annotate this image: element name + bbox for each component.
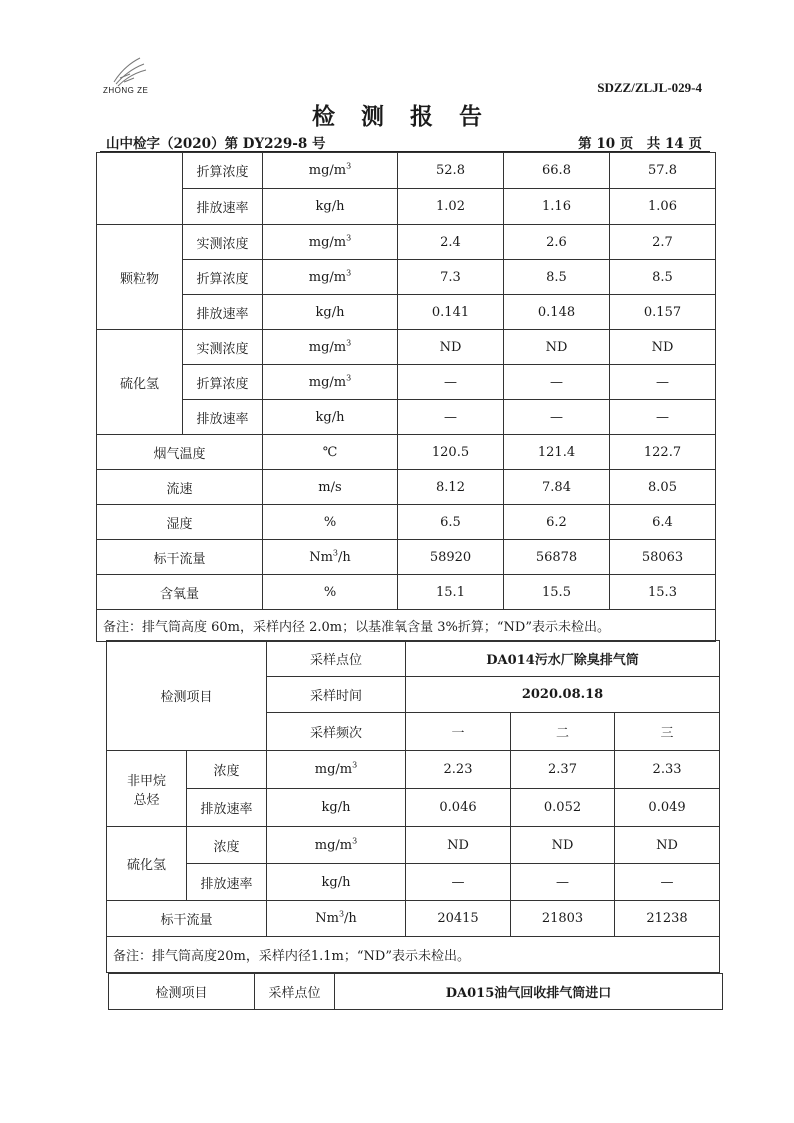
table-row [107,864,720,901]
group-name: 非甲烷总烃 [107,751,187,827]
value-cell: ND [406,827,511,864]
table-row [97,400,716,435]
table-row [97,330,716,365]
table-row [97,540,716,575]
page-title: 检测报告 [312,103,508,130]
item-cell: 实测浓度 [183,330,263,365]
table-row [97,470,716,505]
unit-cell: kg/h [263,295,398,330]
group-cell [97,153,183,225]
group-name: 颗粒物 [97,225,183,330]
freq-value: 一 [406,713,511,751]
item-cell: 流速 [97,470,263,505]
unit-cell: Nm$^3$/h [267,901,406,937]
point-value: DA015油气回收排气筒进口 [335,974,723,1010]
doc-code: SDZZ/ZLJL-029-4 [597,80,702,95]
value-cell: 6.2 [504,505,610,540]
item-cell: 排放速率 [183,189,263,225]
table-row [97,295,716,330]
table-row [107,901,720,937]
value-cell: — [610,365,716,400]
table-row [107,751,720,789]
table-row [97,225,716,260]
value-cell: ND [504,330,610,365]
unit-cell: m/s [263,470,398,505]
value-cell: — [406,864,511,901]
value-cell: 2.4 [398,225,504,260]
table-row [97,575,716,610]
table-row [97,153,716,189]
value-cell: — [398,400,504,435]
item-cell: 排放速率 [183,295,263,330]
table-row [97,365,716,400]
value-cell: — [504,400,610,435]
value-cell: 21803 [511,901,615,937]
value-cell: ND [610,330,716,365]
item-cell: 排放速率 [187,864,267,901]
value-cell: 2.23 [406,751,511,789]
table-row [97,505,716,540]
item-cell: 浓度 [187,751,267,789]
unit-cell: kg/h [267,789,406,827]
value-cell: 58920 [398,540,504,575]
value-cell: 0.046 [406,789,511,827]
table-row [107,641,720,677]
freq-value: 二 [511,713,615,751]
value-cell: ND [615,827,720,864]
value-cell: 0.157 [610,295,716,330]
value-cell: 56878 [504,540,610,575]
value-cell: 2.7 [610,225,716,260]
value-cell: 0.148 [504,295,610,330]
unit-cell: ℃ [263,435,398,470]
table-row [107,827,720,864]
point-value: DA014污水厂除臭排气筒 [406,641,720,677]
item-cell: 标干流量 [107,901,267,937]
value-cell: 57.8 [610,153,716,189]
item-cell: 排放速率 [187,789,267,827]
group-name: 硫化氢 [107,827,187,901]
value-cell: 8.5 [610,260,716,295]
item-header: 检测项目 [107,641,267,751]
unit-cell: Nm$^3$/h [263,540,398,575]
point-label: 采样点位 [255,974,335,1010]
value-cell: 7.84 [504,470,610,505]
unit-cell: $mg/m^3$ [263,225,398,260]
freq-value: 三 [615,713,720,751]
unit-cell: $mg/m^3$ [267,827,406,864]
value-cell: 66.8 [504,153,610,189]
point-label: 采样点位 [267,641,406,677]
table-row [107,789,720,827]
table-emissions-continued [96,152,716,642]
value-cell: 8.12 [398,470,504,505]
unit-cell: % [263,575,398,610]
value-cell: 2.37 [511,751,615,789]
value-cell: 0.052 [511,789,615,827]
value-cell: 0.049 [615,789,720,827]
value-cell: 52.8 [398,153,504,189]
logo-text: ZHONG ZE [103,86,149,95]
value-cell: 15.3 [610,575,716,610]
group-name: 硫化氢 [97,330,183,435]
unit-cell: % [263,505,398,540]
page-info: 第 10 页 共 14 页 [578,136,702,152]
value-cell: ND [511,827,615,864]
table-row [97,435,716,470]
item-cell: 折算浓度 [183,153,263,189]
value-cell: 8.05 [610,470,716,505]
item-cell: 排放速率 [183,400,263,435]
unit-cell: kg/h [263,400,398,435]
table-row [107,937,720,973]
value-cell: — [610,400,716,435]
value-cell: 15.1 [398,575,504,610]
table-da015 [108,973,723,1010]
value-cell: — [615,864,720,901]
item-cell: 实测浓度 [183,225,263,260]
value-cell: 58063 [610,540,716,575]
value-cell: ND [398,330,504,365]
value-cell: 121.4 [504,435,610,470]
value-cell: 7.3 [398,260,504,295]
unit-cell: $mg/m^3$ [263,260,398,295]
table-row [97,610,716,642]
item-cell: 折算浓度 [183,365,263,400]
table-row [97,189,716,225]
item-cell: 烟气温度 [97,435,263,470]
value-cell: 8.5 [504,260,610,295]
table-row [97,260,716,295]
value-cell: 21238 [615,901,720,937]
value-cell: 6.5 [398,505,504,540]
value-cell: 2.6 [504,225,610,260]
time-label: 采样时间 [267,677,406,713]
table-note: 备注：排气筒高度20m，采样内径1.1m；“ND”表示未检出。 [107,937,720,973]
item-cell: 浓度 [187,827,267,864]
unit-cell: $mg/m^3$ [267,751,406,789]
value-cell: — [511,864,615,901]
value-cell: 6.4 [610,505,716,540]
value-cell: 122.7 [610,435,716,470]
unit-cell: $mg/m^3$ [263,153,398,189]
value-cell: 0.141 [398,295,504,330]
freq-label: 采样频次 [267,713,406,751]
value-cell: — [504,365,610,400]
doc-number: 山中检字（2020）第 DY229-8 号 [106,136,326,152]
unit-cell: $mg/m^3$ [263,365,398,400]
value-cell: 20415 [406,901,511,937]
item-cell: 折算浓度 [183,260,263,295]
value-cell: 120.5 [398,435,504,470]
table-note: 备注：排气筒高度 60m，采样内径 2.0m；以基准氧含量 3%折算；“ND”表示未检出。 [97,610,716,642]
item-cell: 标干流量 [97,540,263,575]
item-header: 检测项目 [109,974,255,1010]
unit-cell: kg/h [267,864,406,901]
time-value: 2020.08.18 [406,677,720,713]
value-cell: 1.06 [610,189,716,225]
value-cell: 1.16 [504,189,610,225]
value-cell: — [398,365,504,400]
value-cell: 15.5 [504,575,610,610]
unit-cell: kg/h [263,189,398,225]
unit-cell: $mg/m^3$ [263,330,398,365]
table-da014 [106,640,720,973]
item-cell: 含氧量 [97,575,263,610]
table-row [109,974,723,1010]
value-cell: 2.33 [615,751,720,789]
item-cell: 湿度 [97,505,263,540]
value-cell: 1.02 [398,189,504,225]
